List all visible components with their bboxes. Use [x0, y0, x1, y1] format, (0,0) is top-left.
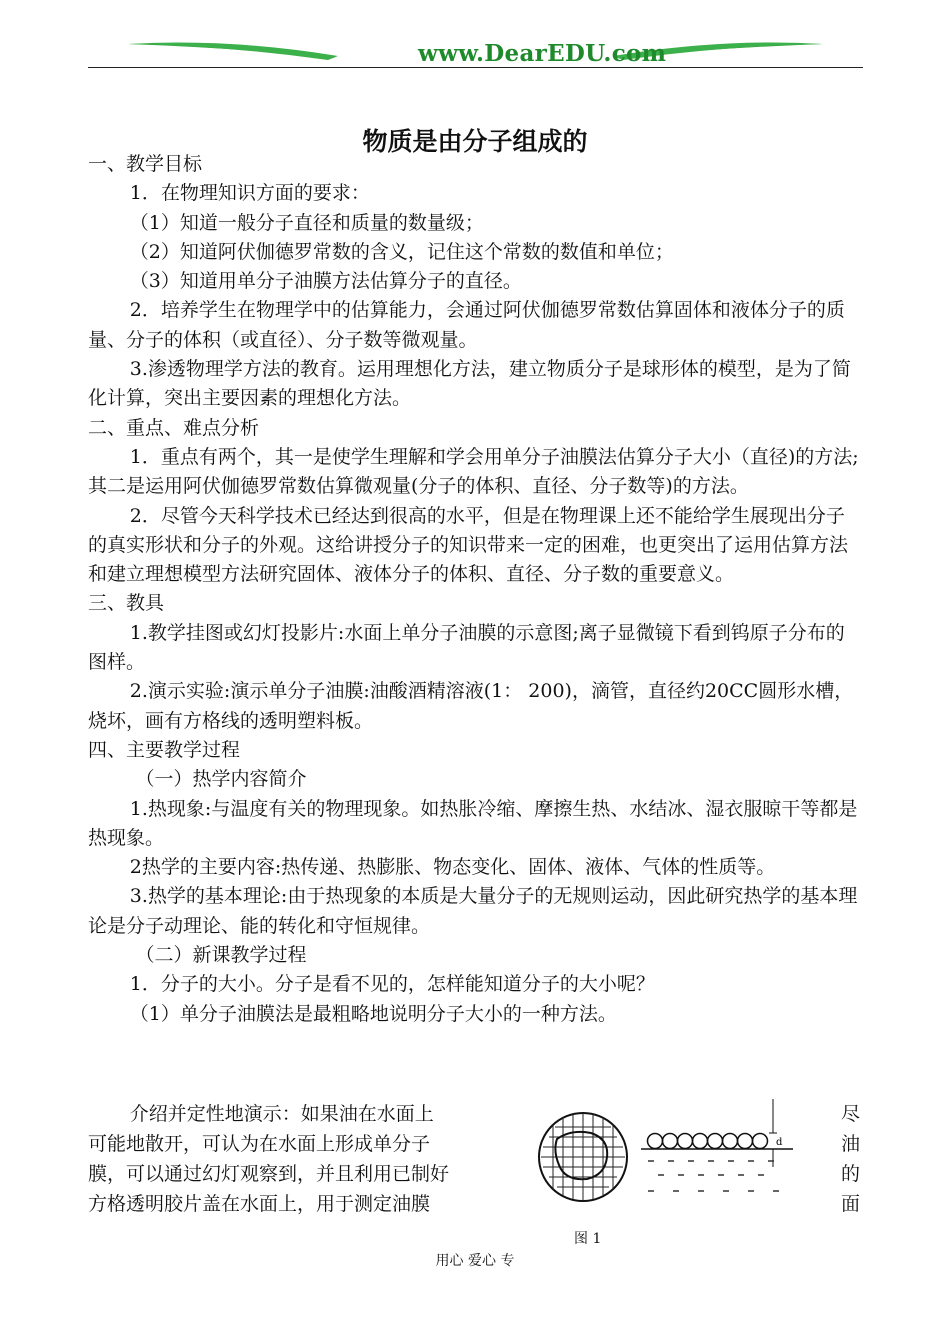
figure-wrap-section [88, 1099, 863, 1229]
section-heading: 一、教学目标 [88, 153, 203, 175]
paragraph: 2．尽管今天科学技术已经达到很高的水平，但是在物理课上还不能给学生展现出分子的真实形状和分子的外观。这给讲授分子的知识带来一定的困难，也更突出了运用估算方法和建立理想模型方法研究固体、液体分子的体积、直径、分子数的重要意义。 [88, 504, 849, 586]
header-divider [88, 67, 863, 68]
paragraph: （2）知道阿伏伽德罗常数的含义，记住这个常数的数值和单位； [129, 240, 674, 263]
paragraph: 1.教学挂图或幻灯投影片:水面上单分子油膜的示意图;离子显微镜下看到钨原子分布的图样。 [88, 621, 845, 674]
header-banner [88, 38, 863, 70]
right-char: 油 [840, 1133, 860, 1155]
subsection-heading: （一）热学内容简介 [135, 768, 307, 791]
wrap-line: 方格透明胶片盖在水面上，用于测定油膜 [88, 1193, 431, 1215]
paragraph: （1）知道一般分子直径和质量的数量级； [129, 211, 484, 234]
right-column-text [838, 1099, 863, 1219]
paragraph: 2．培养学生在物理学中的估算能力，会通过阿伏伽德罗常数估算固体和液体分子的质量、分子的体积（或直径）、分子数等微观量。 [88, 299, 845, 351]
paragraph: 1．分子的大小。分子是看不见的，怎样能知道分子的大小呢？ [129, 973, 655, 996]
document-body [88, 150, 863, 1029]
paragraph: 1.热现象:与温度有关的物理现象。如热胀冷缩、摩擦生热、水结冰、湿衣服晾干等都是热现象。 [88, 797, 858, 849]
paragraph: 3.渗透物理学方法的教育。运用理想化方法，建立物质分子是球形体的模型，是为了简化计算，突出主要因素的理想化方法。 [88, 358, 851, 410]
wrap-line: 介绍并定性地演示：如果油在水面上 [129, 1103, 434, 1125]
paragraph: 3.热学的基本理论:由于热现象的本质是大量分子的无规则运动，因此研究热学的基本理论是分子动理论、能的转化和守恒规律。 [88, 885, 858, 937]
wrapped-text [88, 1099, 500, 1219]
right-char: 尽 [840, 1103, 860, 1125]
section-heading: 三、教具 [88, 592, 165, 615]
site-name[interactable]: www.DearEDU.com [418, 40, 667, 67]
section-heading: 四、主要教学过程 [88, 738, 241, 761]
footer-text: 用心 爱心 专 [435, 1253, 515, 1269]
thickness-label: d [776, 1137, 783, 1148]
wrap-line: 膜，可以通过幻灯观察到，并且利用已制好 [88, 1163, 450, 1185]
oil-film-diagram [533, 1099, 803, 1229]
subsection-heading: （二）新课教学过程 [135, 944, 307, 967]
paragraph: 1．重点有两个，其一是使学生理解和学会用单分子油膜法估算分子大小（直径)的方法;其二是运用阿伏伽德罗常数估算微观量(分子的体积、直径、分子数等)的方法。 [88, 445, 859, 498]
paragraph: 2.演示实验:演示单分子油膜:油酸酒精溶液(1： 200)，滴管，直径约20CC圆形水槽，烧坏，画有方格线的透明塑料板。 [88, 680, 854, 732]
paragraph: （3）知道用单分子油膜方法估算分子的直径。 [129, 270, 522, 293]
paragraph: 2热学的主要内容:热传递、热膨胀、物态变化、固体、液体、气体的性质等。 [129, 856, 776, 879]
figure-caption: 图 1 [574, 1231, 602, 1247]
section-heading: 二、重点、难点分析 [88, 416, 260, 439]
wrap-line: 可能地散开，可认为在水面上形成单分子 [88, 1133, 431, 1155]
paragraph: （1）单分子油膜法是最粗略地说明分子大小的一种方法。 [129, 1002, 617, 1025]
paragraph: 1．在物理知识方面的要求： [129, 182, 370, 205]
page-title: 物质是由分子组成的 [362, 127, 588, 156]
oil-film-figure [533, 1099, 803, 1249]
right-char: 的 [840, 1163, 860, 1185]
right-char: 面 [840, 1193, 860, 1215]
